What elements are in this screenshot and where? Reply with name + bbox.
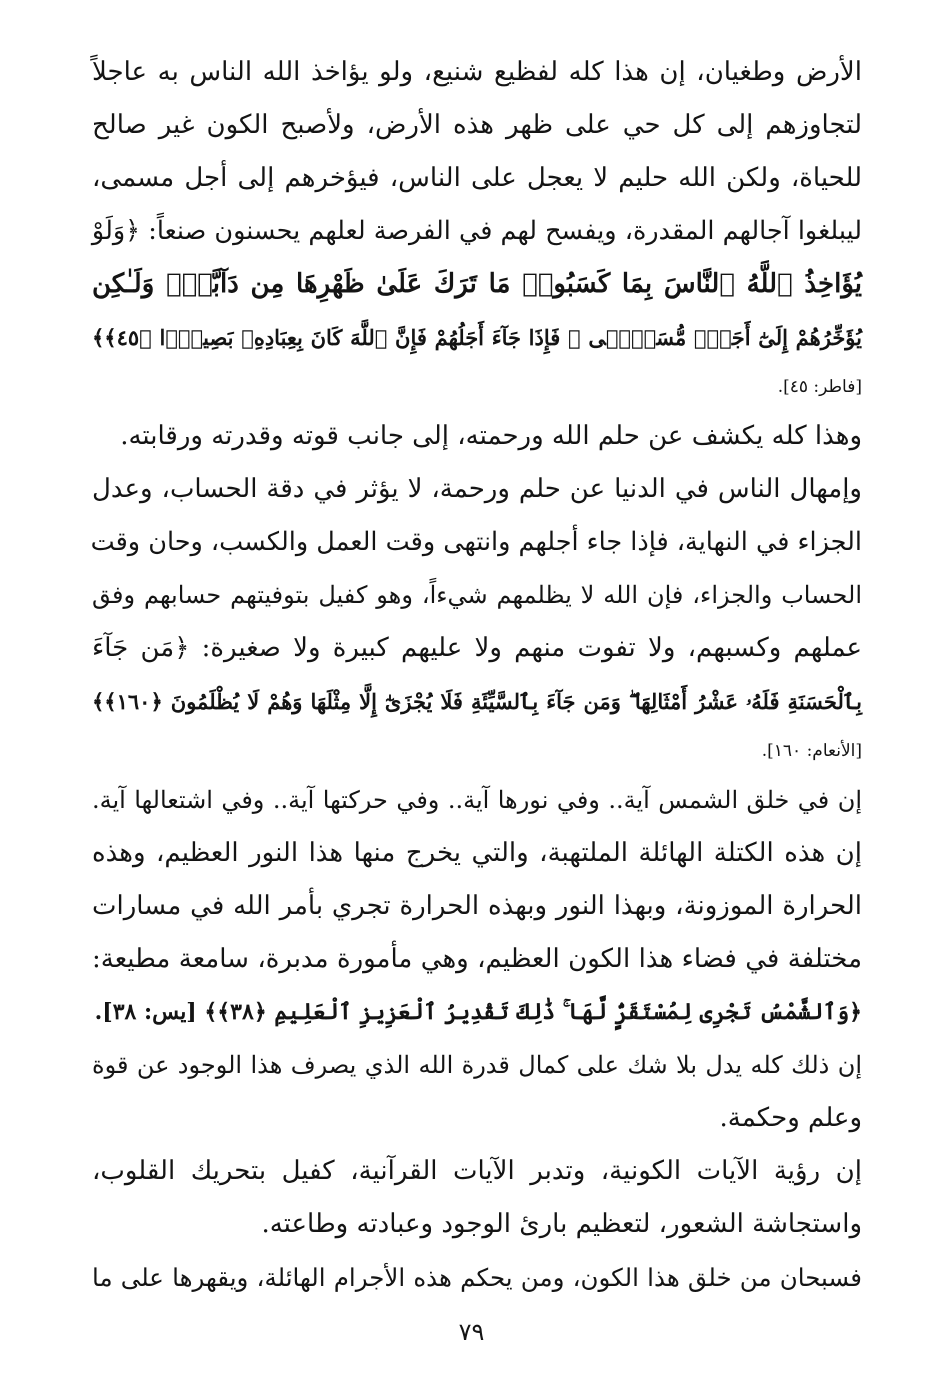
- text-line: للحياة، ولكن الله حليم لا يعجل على الناس، فيؤخرهم إلى أجل مسمى،: [92, 163, 862, 193]
- quran-verse-line: يُؤَاخِذُ ٱللَّهُ ٱلنَّاسَ بِمَا كَسَبُوا۟ مَا تَرَكَ عَلَىٰ ظَهْرِهَا مِن دَآبَّةٍۢ وَلَـٰكِن: [92, 269, 862, 299]
- text-line: مختلفة في فضاء هذا الكون العظيم، وهي مأمورة مدبرة، سامعة مطيعة:: [92, 944, 862, 974]
- quran-verse-line: بِٱلْحَسَنَةِ فَلَهُۥ عَشْرُ أَمْثَالِهَا ۖ وَمَن جَآءَ بِٱلسَّيِّئَةِ فَلَا يُجْزَىٰٓ إِلَّا مِثْلَهَا وَهُمْ لَا يُظْلَمُونَ ﴿١٦٠﴾﴾: [92, 689, 862, 714]
- page-body: [92, 46, 862, 1304]
- text-line: إن رؤية الآيات الكونية، وتدبر الآيات القرآنية، كفيل بتحريك القلوب،: [92, 1156, 862, 1186]
- text-line: الجزاء في النهاية، فإذا جاء أجلهم وانتهى وقت العمل والكسب، وحان وقت: [90, 527, 862, 557]
- text-line: واستجاشة الشعور، لتعظيم بارئ الوجود وعبادته وطاعته.: [261, 1209, 862, 1239]
- page-number: ٧٩: [458, 1318, 485, 1346]
- text-line: الحرارة الموزونة، وبهذا النور وبهذه الحرارة تجري بأمر الله في مسارات: [92, 891, 862, 921]
- quran-verse-line: يُؤَخِّرُهُمْ إِلَىٰٓ أَجَلٍۢ مُّسَمًّۭى ۖ فَإِذَا جَآءَ أَجَلُهُمْ فَإِنَّ ٱللَّهَ كَانَ بِعِبَادِهِۦ بَصِيرًۢا ﴿٤٥﴾﴾: [92, 325, 862, 350]
- text-line: إن هذه الكتلة الهائلة الملتهبة، والتي يخرج منها هذا النور العظيم، وهذه: [92, 838, 862, 868]
- text-line: الأرض وطغيان، إن هذا كله لفظيع شنيع، ولو يؤاخذ الله الناس به عاجلاً: [92, 57, 862, 87]
- text-line: لتجاوزهم إلى كل حي على ظهر هذه الأرض، ولأصبح الكون غير صالح: [92, 110, 862, 140]
- text-line: وهذا كله يكشف عن حلم الله ورحمته، إلى جانب قوته وقدرته ورقابته.: [120, 421, 862, 451]
- text-line: وعلم وحكمة.: [719, 1103, 862, 1133]
- text-line: عملهم وكسبهم، ولا تفوت منهم ولا عليهم كبيرة ولا صغيرة: ﴿مَن جَآءَ: [92, 633, 862, 663]
- text-line: ليبلغوا آجالهم المقدرة، ويفسح لهم في الفرصة لعلهم يحسنون صنعاً: ﴿وَلَوْ: [91, 216, 862, 246]
- quran-verse-line: ﴿وَٱلشَّمْسُ تَجْرِى لِمُسْتَقَرٍّۢ لَّهَا ۚ ذَٰلِكَ تَقْدِيرُ ٱلْعَزِيزِ ٱلْعَلِيمِ ﴿٣٨﴾﴾ [يس: ٣٨].: [94, 999, 862, 1025]
- verse-reference: [فاطر: ٤٥].: [777, 377, 862, 397]
- text-line: إن ذلك كله يدل بلا شك على كمال قدرة الله الذي يصرف هذا الوجود عن قوة: [92, 1051, 862, 1079]
- verse-reference: [الأنعام: ١٦٠].: [761, 741, 862, 761]
- text-line: فسبحان من خلق هذا الكون، ومن يحكم هذه الأجرام الهائلة، ويقهرها على ما: [92, 1263, 862, 1292]
- text-line: وإمهال الناس في الدنيا عن حلم ورحمة، لا يؤثر في دقة الحساب، وعدل: [92, 474, 862, 504]
- text-line: إن في خلق الشمس آية.. وفي نورها آية.. وفي حركتها آية.. وفي اشتعالها آية.: [92, 786, 863, 814]
- text-line: الحساب والجزاء، فإن الله لا يظلمهم شيءاً، وهو كفيل بتوفيتهم حسابهم وفق: [92, 581, 862, 609]
